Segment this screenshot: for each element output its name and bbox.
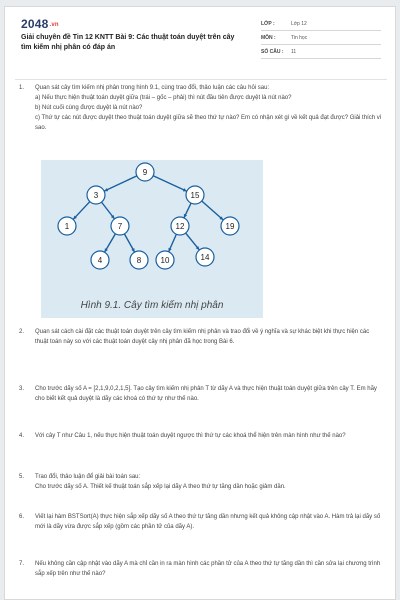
tree-node-label: 9 xyxy=(142,168,148,177)
header-divider xyxy=(15,79,387,80)
question-text: Quan sát cách cài đặt các thuật toán duyệt trên cây tìm kiếm nhị phân và trao đổi về ý nghĩa và sự khác biệt khi thực hiện các thuật toán này so với các thuật toán duyệt cây nhị phân đã học trong Bài 6. xyxy=(35,329,370,345)
tree-node xyxy=(171,217,189,235)
question-number: 3. xyxy=(19,386,25,392)
tree-node xyxy=(130,251,148,269)
question-text: a) Nếu thực hiện thuật toán duyệt giữa (trái – gốc – phải) thì nút đầu tiên được duyệt là nút nào? xyxy=(35,95,292,101)
tree-node-label: 12 xyxy=(175,222,185,231)
question-number: 2. xyxy=(19,329,25,335)
question-6 xyxy=(19,512,383,532)
tree-edge xyxy=(202,201,224,220)
question-7 xyxy=(19,559,383,579)
tree-node xyxy=(186,186,204,204)
meta-row-subject xyxy=(261,31,381,45)
question-number: 6. xyxy=(19,514,25,520)
tree-node-label: 15 xyxy=(190,191,200,200)
question-text: Nếu không cần cập nhật vào dãy A mà chỉ cần in ra màn hình các phần tử của A theo thứ tự tăng dần thì cần sửa lại chương trình sắp xếp trên như thế nào? xyxy=(35,561,381,577)
tree-node-label: 14 xyxy=(200,253,210,262)
tree-edge xyxy=(73,202,90,220)
document-page xyxy=(4,6,396,600)
question-5 xyxy=(19,472,383,492)
question-text: c) Thứ tự các nút được duyệt theo thuật toán duyệt giữa sẽ theo thứ tự nào? Em có nhận xét gì về kết quả đạt được? Giải thích vì sao. xyxy=(35,115,382,131)
meta-row-class xyxy=(261,17,381,31)
tree-node xyxy=(221,217,239,235)
question-text: Với cây T như Câu 1, nếu thực hiện thuật toán duyệt ngược thì thứ tự các khoá thể hiện trên màn hình như thế nào? xyxy=(35,433,346,439)
question-text: Cho trước dãy số A = [2,1,9,0,2,1,5]. Tạo cây tìm kiếm nhị phân T từ dãy A và thực hiện thuật toán duyệt giữa trên cây T. Em hãy cho biết kết quả duyệt là dãy các khoá có thứ tự như thế nào. xyxy=(35,386,377,402)
question-3 xyxy=(19,384,383,404)
logo-tld: .vn xyxy=(49,22,59,28)
meta-value: Tin học xyxy=(291,34,308,41)
tree-node xyxy=(111,217,129,235)
tree-node-label: 1 xyxy=(64,222,70,231)
logo-text: 2048 xyxy=(21,17,49,31)
question-number: 7. xyxy=(19,561,25,567)
tree-node-label: 4 xyxy=(97,256,103,265)
tree-node-label: 8 xyxy=(136,256,142,265)
question-2 xyxy=(19,327,383,347)
document-header xyxy=(21,17,381,73)
tree-node xyxy=(136,163,154,181)
figure-caption: Hình 9.1. Cây tìm kiếm nhị phân xyxy=(80,300,224,311)
question-text: Viết lại hàm BSTSort(A) thực hiện sắp xếp dãy số A theo thứ tự tăng dần nhưng kết quả không cập nhật vào A. Hàm trả lại dãy số mới là dãy vừa được sắp xếp (gồm các phần tử của dãy A). xyxy=(35,514,381,530)
tree-node xyxy=(87,186,105,204)
meta-value: Lớp 12 xyxy=(291,20,307,27)
tree-edge xyxy=(153,176,187,191)
meta-key: LỚP : xyxy=(261,20,275,27)
tree-node xyxy=(156,251,174,269)
meta-key: SỐ CÂU : xyxy=(261,48,284,55)
meta-value: 11 xyxy=(291,48,297,55)
tree-node xyxy=(91,251,109,269)
tree-node-label: 19 xyxy=(225,222,235,231)
tree-node-label: 10 xyxy=(160,256,170,265)
meta-table xyxy=(261,17,381,59)
tree-node xyxy=(196,248,214,266)
document-title: Giải chuyên đề Tin 12 KNTT Bài 9: Các thuật toán duyệt trên cây tìm kiếm nhị phân có đáp án xyxy=(21,34,235,51)
tree-edge xyxy=(104,176,137,191)
question-4 xyxy=(19,431,383,441)
tree-node-label: 7 xyxy=(117,222,123,231)
question-text: b) Nút cuối cùng được duyệt là nút nào? xyxy=(35,105,143,111)
meta-key: MÔN : xyxy=(261,34,276,41)
tree-node xyxy=(58,217,76,235)
question-number: 1. xyxy=(19,85,25,91)
question-1 xyxy=(19,83,383,133)
meta-row-count xyxy=(261,45,381,59)
question-text: Trao đổi, thảo luận để giải bài toán sau: xyxy=(35,474,141,480)
question-text: Cho trước dãy số A. Thiết kế thuật toán sắp xếp lại dãy A theo thứ tự tăng dần hoặc giảm dần. xyxy=(35,484,286,490)
tree-node-label: 3 xyxy=(93,191,99,200)
question-number: 5. xyxy=(19,474,25,480)
bst-diagram xyxy=(41,160,263,318)
question-number: 4. xyxy=(19,433,25,439)
question-text: Quan sát cây tìm kiếm nhị phân trong hình 9.1, cùng trao đổi, thảo luận các câu hỏi sau: xyxy=(35,85,270,91)
bst-figure xyxy=(41,160,263,318)
